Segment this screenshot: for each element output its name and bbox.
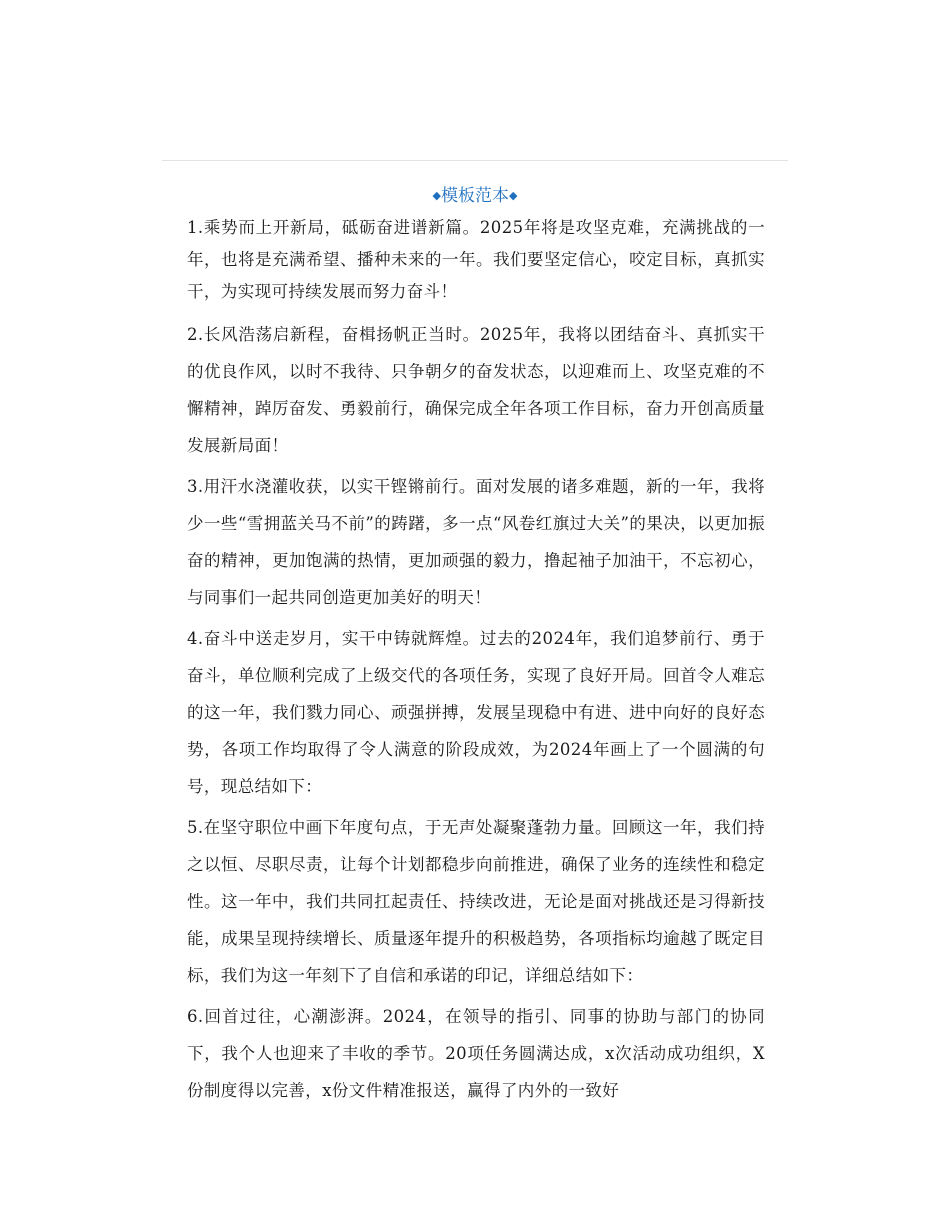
header-divider — [162, 160, 788, 161]
paragraph-2: 2.长风浩荡启新程，奋楫扬帆正当时。2025年，我将以团结奋斗、真抓实干的优良作风，以时不我待、只争朝夕的奋发状态，以迎难而上、攻坚克难的不懈精神，踔厉奋发、勇毅前行，确保完成全年各项工作目标，奋力开创高质量发展新局面！ — [187, 325, 765, 455]
paragraph-5: 5.在坚守职位中画下年度句点，于无声处凝聚蓬勃力量。回顾这一年，我们持之以恒、尽职尽责，让每个计划都稳步向前推进，确保了业务的连续性和稳定性。这一年中，我们共同扛起责任、持续改进，无论是面对挑战还是习得新技能，成果呈现持续增长、质量逐年提升的积极趋势，各项指标均逾越了既定目标，我们为这一年刻下了自信和承诺的印记，详细总结如下： — [187, 818, 765, 985]
section-heading — [162, 184, 788, 208]
paragraph-4: 4.奋斗中送走岁月，实干中铸就辉煌。过去的2024年，我们追梦前行、勇于奋斗，单位顺利完成了上级交代的各项任务，实现了良好开局。回首令人难忘的这一年，我们戮力同心、顽强拼搏，发展呈现稳中有进、进中向好的良好态势，各项工作均取得了令人满意的阶段成效，为2024年画上了一个圆满的句号，现总结如下： — [187, 629, 765, 796]
diamond-left-icon: ◆ — [432, 189, 441, 202]
diamond-right-icon: ◆ — [509, 189, 518, 202]
heading-title: 模板范本 — [441, 186, 509, 206]
paragraph-6: 6.回首过往，心潮澎湃。2024，在领导的指引、同事的协助与部门的协同下，我个人也迎来了丰收的季节。20项任务圆满达成，x次活动成功组织，X份制度得以完善，x份文件精准报送，赢得了内外的一致好 — [187, 1007, 765, 1100]
paragraph-1: 1.乘势而上开新局，砥砺奋进谱新篇。2025年将是攻坚克难，充满挑战的一年，也将是充满希望、播种未来的一年。我们要坚定信心，咬定目标，真抓实干，为实现可持续发展而努力奋斗！ — [187, 218, 765, 301]
paragraph-3: 3.用汗水浇灌收获，以实干铿锵前行。面对发展的诸多难题，新的一年，我将少一些“雪拥蓝关马不前”的踌躇，多一点“风卷红旗过大关”的果决，以更加振奋的精神，更加饱满的热情，更加顽强的毅力，撸起袖子加油干，不忘初心，与同事们一起共同创造更加美好的明天！ — [187, 477, 765, 607]
document-body — [187, 212, 765, 1113]
